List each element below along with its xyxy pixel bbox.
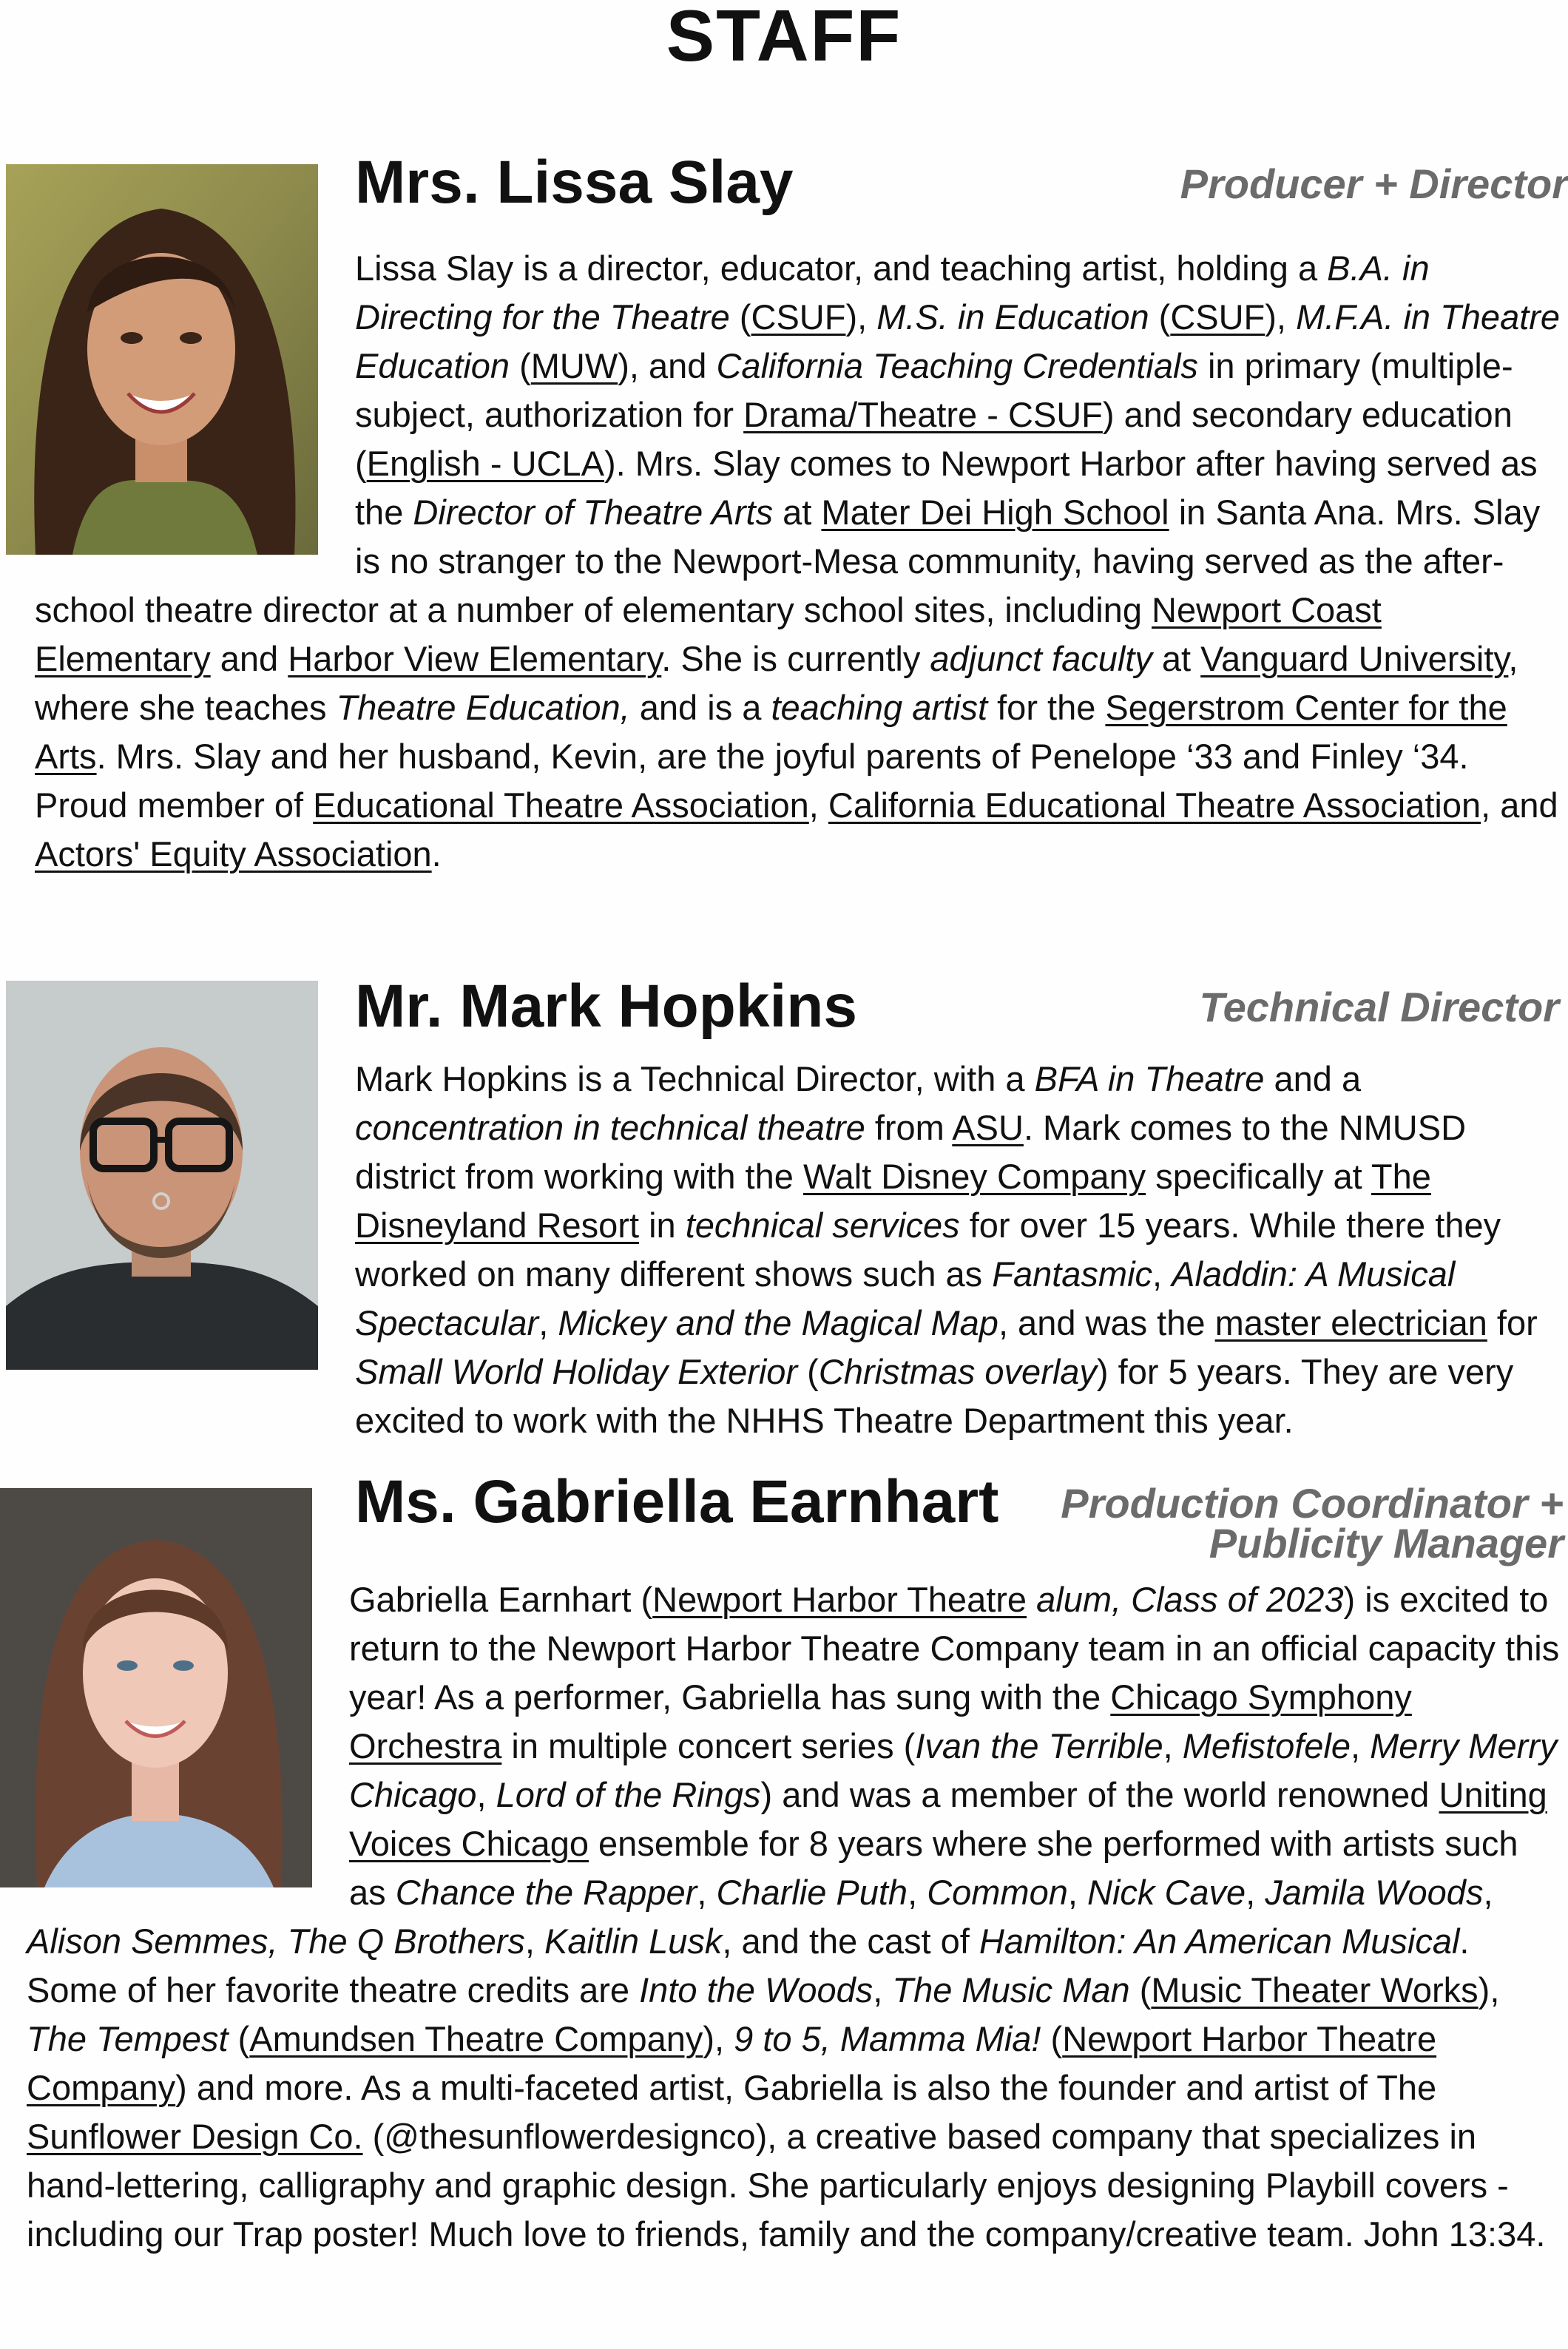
bio-text: ), — [845, 297, 877, 337]
bio-emphasis: Into the Woods — [639, 1970, 873, 2010]
bio-text: . Mrs. Slay and her husband, Kevin, are the joyful parents of Penelope ‘33 and Finley ‘34. — [96, 737, 1469, 776]
staff-role: Producer + Director — [1180, 160, 1568, 207]
bio-line — [27, 2112, 1559, 2161]
bio-emphasis: The Tempest — [27, 2019, 229, 2058]
staff-role-line: Publicity Manager — [1209, 1520, 1564, 1566]
bio-line — [35, 635, 1560, 683]
bio-emphasis: concentration in technical theatre — [355, 1108, 865, 1147]
bio-text: Lissa Slay is a director, educator, and teaching artist, holding a — [355, 249, 1328, 288]
bio-text: ( — [797, 1352, 819, 1391]
bio-text: from — [865, 1108, 953, 1147]
bio-link[interactable]: CSUF — [751, 297, 846, 337]
bio-text: and is a — [629, 688, 771, 727]
bio-text: , — [524, 1922, 545, 1961]
staff-role — [1061, 1480, 1564, 1566]
bio-text: ), — [1478, 1970, 1500, 2010]
bio-text: ) is excited to — [1343, 1580, 1549, 1619]
bio-line — [35, 586, 1560, 635]
bio-link[interactable]: Amundsen Theatre Company — [249, 2019, 703, 2058]
bio-emphasis: Theatre Education, — [336, 688, 630, 727]
bio-line — [355, 1201, 1538, 1250]
bio-line — [355, 342, 1560, 391]
bio-text: , — [538, 1303, 558, 1342]
bio-emphasis: Ivan the Terrible — [915, 1726, 1163, 1765]
bio-link[interactable]: Voices Chicago — [349, 1824, 589, 1863]
bio-text: , — [1351, 1726, 1371, 1765]
bio-text: where she teaches — [35, 688, 337, 727]
page-title: STAFF — [666, 0, 902, 76]
bio-text: ( — [1129, 1970, 1152, 2010]
bio-text: , — [808, 785, 828, 825]
bio-text: , — [1163, 1726, 1183, 1765]
bio-line — [35, 830, 1560, 879]
bio-link[interactable]: California Educational Theatre Association — [828, 785, 1481, 825]
bio-link[interactable]: master electrician — [1214, 1303, 1487, 1342]
bio-line — [349, 1673, 1559, 1722]
bio-text: ensemble for 8 years where she performed with artists such — [588, 1824, 1518, 1863]
bio-line — [355, 293, 1560, 342]
staff-bio — [35, 244, 1561, 879]
bio-link[interactable]: Chicago Symphony — [1110, 1677, 1412, 1717]
bio-text: at — [1152, 639, 1201, 678]
bio-emphasis: BFA in Theatre — [1034, 1059, 1265, 1098]
bio-link[interactable]: MUW — [530, 346, 618, 385]
bio-link[interactable]: Educational Theatre Association — [313, 785, 809, 825]
bio-emphasis: Aladdin: A Musical — [1172, 1254, 1456, 1294]
bio-text: ( — [228, 2019, 250, 2058]
bio-line — [355, 1103, 1538, 1152]
bio-link[interactable]: Sunflower Design Co. — [27, 2117, 363, 2156]
bio-emphasis: 9 to 5, Mamma Mia! — [734, 2019, 1041, 2058]
bio-text: for the — [987, 688, 1106, 727]
bio-text: specifically at — [1146, 1157, 1371, 1196]
bio-emphasis: teaching artist — [771, 688, 988, 727]
bio-line — [355, 1152, 1538, 1201]
bio-line — [27, 2064, 1559, 2112]
bio-emphasis: Lord of the Rings — [496, 1775, 761, 1814]
bio-text: , — [1483, 1873, 1493, 1912]
bio-line — [27, 1917, 1559, 1966]
bio-text: . — [1459, 1922, 1470, 1961]
bio-emphasis: Merry Merry — [1370, 1726, 1558, 1765]
bio-text: ), — [703, 2019, 734, 2058]
bio-line — [35, 781, 1560, 830]
bio-emphasis: M.F.A. in Theatre — [1296, 297, 1561, 337]
bio-link[interactable]: Orchestra — [349, 1726, 502, 1765]
bio-text: , and — [1481, 785, 1558, 825]
bio-line — [349, 1722, 1559, 1771]
bio-emphasis: Jamila Woods — [1265, 1873, 1484, 1912]
bio-line — [27, 2015, 1559, 2064]
bio-line — [35, 683, 1560, 732]
staff-name: Mrs. Lissa Slay — [355, 149, 794, 216]
bio-text: subject, authorization for — [355, 395, 744, 434]
bio-line — [35, 732, 1560, 781]
bio-line — [355, 537, 1560, 586]
bio-emphasis: Director of Theatre Arts — [413, 493, 774, 532]
bio-link[interactable]: Newport Coast — [1152, 590, 1382, 629]
bio-text: and a — [1264, 1059, 1362, 1098]
bio-link[interactable]: Segerstrom Center for the — [1105, 688, 1507, 727]
bio-text: for — [1487, 1303, 1538, 1342]
bio-emphasis: Charlie Puth — [716, 1873, 908, 1912]
bio-text: as — [349, 1873, 396, 1912]
bio-link[interactable]: Arts — [35, 737, 97, 776]
bio-text: year! As a performer, Gabriella has sung with the — [349, 1677, 1111, 1717]
bio-text: , — [697, 1873, 717, 1912]
bio-line — [355, 1348, 1538, 1396]
bio-line — [355, 439, 1560, 488]
bio-link[interactable]: Harbor View Elementary — [288, 639, 662, 678]
bio-emphasis: Mefistofele — [1182, 1726, 1351, 1765]
bio-emphasis: Nick Cave — [1087, 1873, 1246, 1912]
bio-emphasis: Alison Semmes, The Q Brothers — [27, 1922, 525, 1961]
bio-emphasis: Small World Holiday Exterior — [355, 1352, 798, 1391]
bio-emphasis: alum, Class of 2023 — [1036, 1580, 1344, 1619]
bio-text: , — [1067, 1873, 1087, 1912]
bio-text: Proud member of — [35, 785, 314, 825]
bio-text: district from working with the — [355, 1157, 803, 1196]
bio-text: in — [639, 1206, 686, 1245]
staff-role-line: Production Coordinator + — [1061, 1480, 1564, 1527]
bio-text: Some of her favorite theatre credits are — [27, 1970, 640, 2010]
bio-line — [355, 1396, 1538, 1445]
bio-text: school theatre director at a number of elementary school sites, including — [35, 590, 1152, 629]
staff-name: Mr. Mark Hopkins — [355, 973, 857, 1040]
bio-line — [349, 1624, 1559, 1673]
bio-text: worked on many different shows such as — [355, 1254, 993, 1294]
bio-text: ) and more. As a multi-faceted artist, Gabriella is also the founder and artist of The — [175, 2068, 1437, 2107]
bio-emphasis: Directing for the Theatre — [355, 297, 730, 337]
bio-emphasis: Common — [927, 1873, 1068, 1912]
bio-text: hand-lettering, calligraphy and graphic design. She particularly enjoys designing Playbill covers - — [27, 2166, 1509, 2205]
bio-emphasis: The Music Man — [892, 1970, 1130, 2010]
bio-text: . Mark comes to the NMUSD — [1023, 1108, 1467, 1147]
bio-link[interactable]: Newport Harbor Theatre — [1062, 2019, 1437, 2058]
portrait-gabriella-earnhart — [0, 1488, 312, 1887]
bio-line — [355, 488, 1560, 537]
bio-line — [349, 1771, 1559, 1819]
bio-text: the — [355, 493, 413, 532]
bio-text: at — [773, 493, 822, 532]
bio-link[interactable]: Company — [27, 2068, 176, 2107]
bio-link[interactable]: English - UCLA — [366, 444, 604, 483]
bio-text: ( — [1149, 297, 1171, 337]
bio-line — [355, 244, 1560, 293]
bio-link[interactable]: Music Theater Works — [1151, 1970, 1479, 2010]
bio-text: and — [210, 639, 288, 678]
portrait-lissa-slay — [6, 164, 318, 555]
bio-text: ) and secondary education — [1102, 395, 1513, 434]
bio-text: (@thesunflowerdesignco), a creative based company that specializes in — [362, 2117, 1477, 2156]
bio-link[interactable]: Mater Dei High School — [821, 493, 1169, 532]
bio-text: in multiple concert series ( — [501, 1726, 916, 1765]
bio-line — [355, 391, 1560, 439]
bio-emphasis: Christmas overlay — [818, 1352, 1097, 1391]
bio-link[interactable]: ASU — [952, 1108, 1024, 1147]
bio-emphasis: Kaitlin Lusk — [544, 1922, 723, 1961]
bio-link[interactable]: Disneyland Resort — [355, 1206, 640, 1245]
staff-bio — [355, 1055, 1538, 1445]
bio-line — [355, 1250, 1538, 1299]
bio-link[interactable]: Actors' Equity Association — [35, 834, 432, 873]
bio-text: , — [1246, 1873, 1265, 1912]
bio-link[interactable]: Elementary — [35, 639, 211, 678]
portrait-mark-hopkins — [6, 981, 318, 1370]
bio-text: in primary (multiple- — [1197, 346, 1513, 385]
bio-text: ( — [355, 444, 367, 483]
bio-emphasis: Chance the Rapper — [395, 1873, 697, 1912]
bio-text: , — [873, 1970, 893, 2010]
bio-emphasis: Mickey and the Magical Map — [558, 1303, 998, 1342]
bio-text: ( — [510, 346, 531, 385]
bio-line — [349, 1575, 1559, 1624]
bio-link[interactable]: The — [1371, 1157, 1431, 1196]
bio-text: , — [476, 1775, 496, 1814]
bio-text: Mark Hopkins is a Technical Director, with a — [355, 1059, 1035, 1098]
bio-emphasis: Chicago — [349, 1775, 477, 1814]
bio-emphasis: Education — [355, 346, 510, 385]
bio-line — [27, 1966, 1559, 2015]
bio-link[interactable]: Vanguard University — [1200, 639, 1509, 678]
staff-role: Technical Director — [1199, 984, 1559, 1030]
bio-line — [27, 2161, 1559, 2210]
bio-text: , — [1508, 639, 1518, 678]
bio-emphasis: California Teaching Credentials — [716, 346, 1198, 385]
bio-text: including our Trap poster! Much love to friends, family and the company/creative team. John 13:34. — [27, 2214, 1546, 2254]
bio-text: ), and — [618, 346, 717, 385]
bio-text: ), — [1265, 297, 1297, 337]
bio-link[interactable]: Walt Disney Company — [802, 1157, 1146, 1196]
bio-text: ) and was a member of the world renowned — [760, 1775, 1439, 1814]
bio-text: . She is currently — [661, 639, 930, 678]
bio-link[interactable]: Newport Harbor Theatre — [652, 1580, 1027, 1619]
bio-emphasis: Hamilton: An American Musical — [979, 1922, 1460, 1961]
bio-link[interactable]: Drama/Theatre - CSUF — [743, 395, 1103, 434]
bio-text: ) for 5 years. They are very — [1096, 1352, 1514, 1391]
staff-bio — [27, 1575, 1560, 2259]
bio-text: is no stranger to the Newport-Mesa community, having served as the after- — [355, 541, 1504, 581]
bio-text — [1027, 1580, 1036, 1619]
bio-line — [27, 2210, 1559, 2259]
bio-line — [355, 1055, 1538, 1103]
bio-link[interactable]: Uniting — [1439, 1775, 1547, 1814]
bio-emphasis: Fantasmic — [992, 1254, 1153, 1294]
bio-text: , and was the — [998, 1303, 1215, 1342]
bio-line — [349, 1819, 1559, 1868]
bio-link[interactable]: CSUF — [1170, 297, 1265, 337]
bio-text: for over 15 years. While there they — [959, 1206, 1501, 1245]
bio-text: excited to work with the NHHS Theatre Department this year. — [355, 1401, 1294, 1440]
bio-emphasis: technical services — [685, 1206, 960, 1245]
bio-text: . — [431, 834, 442, 873]
bio-line — [355, 1299, 1538, 1348]
bio-text: , and the cast of — [722, 1922, 979, 1961]
bio-emphasis: adjunct faculty — [930, 639, 1152, 678]
bio-text: Gabriella Earnhart ( — [349, 1580, 653, 1619]
bio-text: ( — [729, 297, 751, 337]
bio-text: ( — [1041, 2019, 1063, 2058]
bio-text: in Santa Ana. Mrs. Slay — [1169, 493, 1541, 532]
bio-text: return to the Newport Harbor Theatre Company team in an official capacity this — [349, 1629, 1560, 1668]
bio-text: , — [908, 1873, 927, 1912]
bio-line — [349, 1868, 1559, 1917]
bio-text: ). Mrs. Slay comes to Newport Harbor after having served as — [604, 444, 1538, 483]
bio-text: , — [1152, 1254, 1172, 1294]
staff-name: Ms. Gabriella Earnhart — [355, 1468, 999, 1535]
bio-emphasis: B.A. in — [1327, 249, 1430, 288]
bio-emphasis: Spectacular — [355, 1303, 539, 1342]
bio-emphasis: M.S. in Education — [876, 297, 1149, 337]
